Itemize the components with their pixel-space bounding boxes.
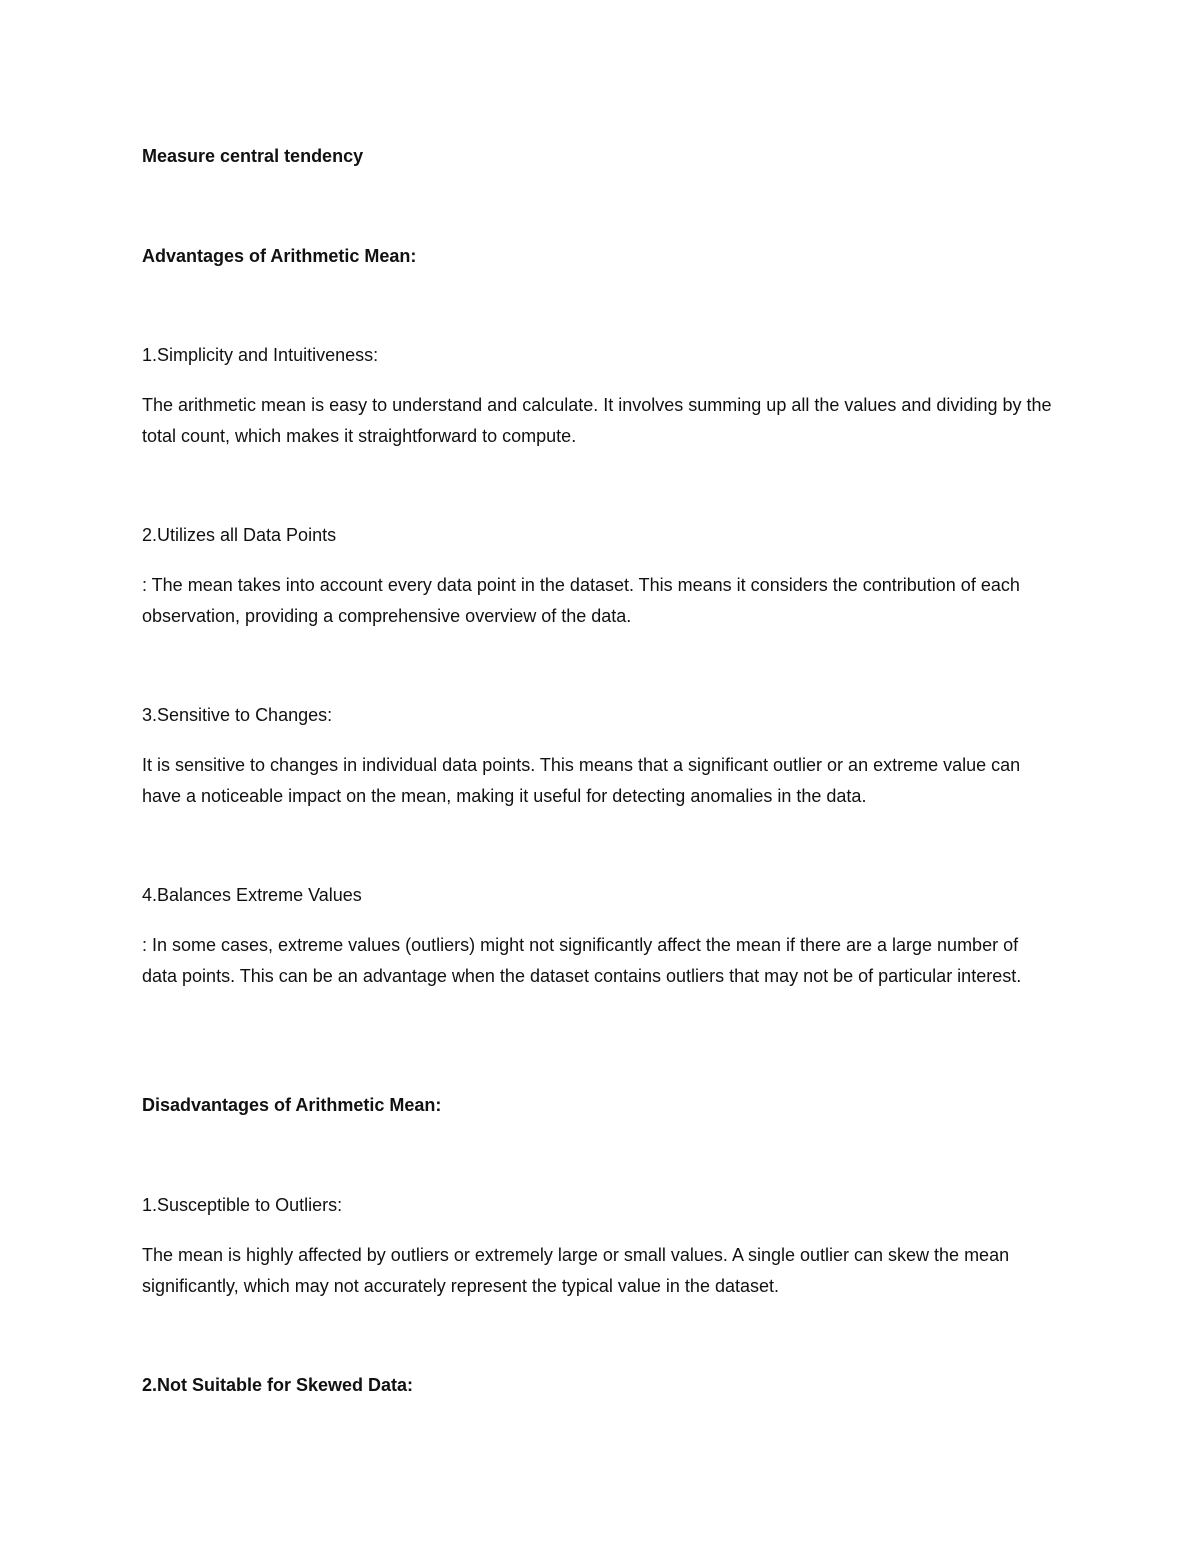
advantage-2-heading: 2.Utilizes all Data Points [142, 525, 337, 545]
advantages-heading: Advantages of Arithmetic Mean: [142, 246, 417, 266]
advantage-2-body: : The mean takes into account every data point in the dataset. This means it considers the contribution of each observation, providing a comprehensive overview of the data. [142, 575, 1020, 626]
advantage-3-body: It is sensitive to changes in individual data points. This means that a significant outlier or an extreme value can have a noticeable impact on the mean, making it useful for detecting anomalies in the data. [142, 755, 1021, 806]
advantage-1-heading: 1.Simplicity and Intuitiveness: [142, 345, 379, 365]
disadvantage-2-heading: 2.Not Suitable for Skewed Data: [142, 1375, 414, 1395]
disadvantage-1-heading: 1.Susceptible to Outliers: [142, 1195, 343, 1215]
disadvantages-heading: Disadvantages of Arithmetic Mean: [142, 1095, 442, 1115]
disadvantage-1-body: The mean is highly affected by outliers or extremely large or small values. A single outlier can skew the mean significantly, which may not accurately represent the typical value in the dataset. [142, 1245, 1010, 1296]
advantage-3-heading: 3.Sensitive to Changes: [142, 705, 333, 725]
advantage-1-body: The arithmetic mean is easy to understand and calculate. It involves summing up all the values and dividing by the total count, which makes it straightforward to compute. [142, 395, 1052, 446]
advantage-4-heading: 4.Balances Extreme Values [142, 885, 362, 905]
document-title: Measure central tendency [142, 146, 364, 166]
advantage-4-body: : In some cases, extreme values (outliers) might not significantly affect the mean if there are a large number of data points. This can be an advantage when the dataset contains outliers that may not be of particular interest. [142, 935, 1022, 986]
